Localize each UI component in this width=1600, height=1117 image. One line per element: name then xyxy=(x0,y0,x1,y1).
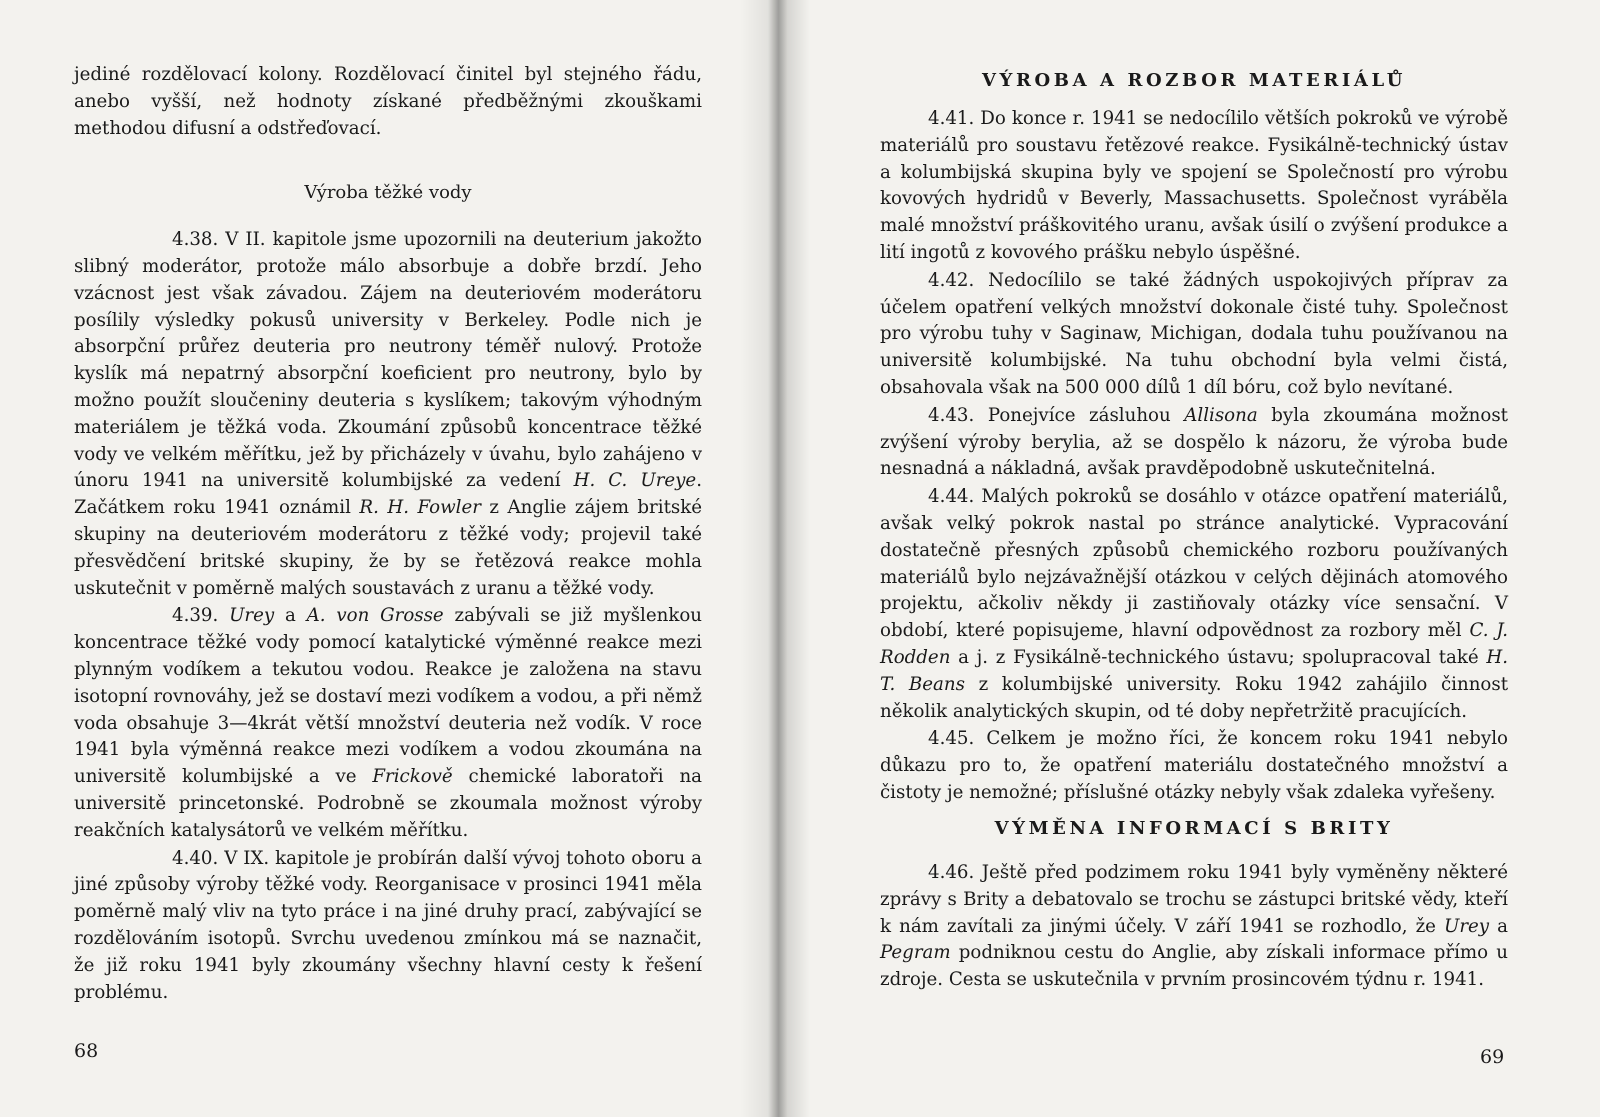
left-page xyxy=(0,0,780,1117)
italic-name: Frickově xyxy=(372,766,453,788)
text-run: 4.38. V II. kapitole jsme upozornili na deuterium jakožto slibný moderátor, protože málo absorbuje a dobře brzdí. Jeho vzácnost jest však závadou. Zájem na deuteriovém moderátoru posílily výsledky pokusů university v Berkeley. Podle nich je absorpční průřez deuteria pro neutrony téměř nulový. Protože kyslík má nepatrný absorpční koeficient pro neutrony, bylo by možno použít sloučeniny deuteria s kyslíkem; takovým výhodným materiálem je těžká voda. Zkoumání způsobů koncentrace těžké vody ve velkém měřítku, jež by přicházely v úvahu, bylo zahájeno v únoru 1941 na universitě kolumbijské za vedení xyxy=(74,229,702,492)
text-run: a j. z Fysikálně-technického ústavu; spolupracoval také xyxy=(950,646,1487,668)
paragraph xyxy=(880,403,1508,483)
paragraph xyxy=(880,860,1508,994)
text-run: z Anglie zájem britské skupiny na deuteriovém moderátoru z těžké vody; projevil také přesvědčení britské skupiny, že by se řetězová reakce mohla uskutečnit v poměrně malých soustavách z uranu a těžké vody. xyxy=(74,497,702,599)
paragraph xyxy=(880,106,1508,267)
italic-name: Allisona xyxy=(1184,404,1258,426)
text-run: zabývali se již myšlenkou koncentrace těžké vody pomocí katalytické výměnné reakce mezi plynným vodíkem a tekutou vodou. Reakce je založena na stavu isotopní rovnováhy, jež se dostaví mezi vodíkem a vodou, a při němž voda obsahuje 3—4krát větší množství deuteria než vodík. V roce 1941 byla výměnná reakce mezi vodíkem a vodou zkoumána na universitě kolumbijské a ve xyxy=(74,605,703,788)
paragraph xyxy=(880,484,1508,725)
text-run: 4.45. Celkem je možno říci, že koncem roku 1941 nebylo důkazu pro to, že opatření materiálu dostatečného množství a čistoty je nemožné; příslušné otázky nebyly však zdaleka vyřešeny. xyxy=(880,728,1508,803)
paragraph xyxy=(880,726,1508,806)
text-run: 4.43. Ponejvíce zásluhou xyxy=(928,404,1185,426)
left-page-text xyxy=(74,62,702,1006)
text-run: 4.44. Malých pokroků se dosáhlo v otázce opatření materiálů, avšak velký pokrok nastal po stránce analytické. Vypracování dostatečně přesných způsobů chemického rozboru používaných materiálů bylo nejzávažnější otázkou v celých dějinách atomového projektu, ačkoliv někdy ji zastiňovaly otázky více sensační. V období, které popisujeme, hlavní odpovědnost za rozbory měl xyxy=(880,486,1508,642)
text-run: chemické laboratoři na universitě princetonské. Podrobně se zkoumala možnost výroby reakčních katalysátorů ve velkém měřítku. xyxy=(74,766,703,841)
page-number-right: 69 xyxy=(1480,1046,1505,1068)
text-run: a xyxy=(1489,915,1509,937)
right-page-text xyxy=(880,106,1508,807)
text-run: 4.41. Do konce r. 1941 se nedocílilo větších pokroků ve výrobě materiálů pro soustavu řetězové reakce. Fysikálně-technický ústav a kolumbijská skupina byly ve spojení se Společností pro výrobu kovových hydridů v Beverly, Massachusetts. Společnost vyráběla malé množství práškovitého uranu, avšak úsilí o zvýšení produkce a lití ingotů z kovového prášku nebylo úspěšné. xyxy=(880,108,1508,263)
italic-name: Urey xyxy=(229,605,275,627)
text-run: a xyxy=(274,605,307,627)
paragraph xyxy=(74,603,702,844)
text-run: z kolumbijské university. Roku 1942 zahájilo činnost několik analytických skupin, od té doby nepřetržitě pracujících. xyxy=(880,673,1508,722)
section-heading-information-exchange: VÝMĚNA INFORMACÍ S BRITY xyxy=(994,818,1394,839)
paragraph xyxy=(880,268,1508,402)
italic-name: A. von Grosse xyxy=(306,605,444,627)
right-page-text-2 xyxy=(880,860,1508,994)
italic-name: Urey xyxy=(1444,915,1490,937)
text-run: 4.39. xyxy=(172,605,230,627)
subheading: Výroba těžké vody xyxy=(304,182,472,204)
text-run: 4.40. V IX. kapitole je probírán další vývoj tohoto oboru a jiné způsoby výroby těžké vody. Reorganisace v prosinci 1941 měla poměrně malý vliv na tyto práce i na jiné druhy prací, zabývající se rozdělováním isotopů. Svrchu uvedenou zmínkou má se naznačit, že již roku 1941 byly zkoumány všechny hlavní cesty k řešení problému. xyxy=(74,847,702,1003)
section-1-paragraphs xyxy=(880,106,1508,807)
paragraph xyxy=(74,227,702,602)
text-run: 4.42. Nedocílilo se také žádných uspokojivých příprav za účelem opatření velkých množství dokonale čisté tuhy. Společnost pro výrobu tuhy v Saginaw, Michigan, dodala tuhu používanou na universitě kolumbijské. Na tuhu obchodní byla velmi čistá, obsahovala však na 500 000 dílů 1 díl bóru, což bylo nevítané. xyxy=(880,269,1508,398)
paragraph xyxy=(74,846,702,1007)
italic-name: R. H. Fowler xyxy=(359,497,481,519)
text-run: . Začátkem roku 1941 oznámil xyxy=(74,470,702,519)
section-2-paragraphs xyxy=(880,860,1508,994)
section-heading-materials: VÝROBA A ROZBOR MATERIÁLŮ xyxy=(981,70,1407,91)
text-run: podniknou cestu do Anglie, aby získali informace přímo u zdroje. Cesta se uskutečnila v prvním prosincovém týdnu r. 1941. xyxy=(880,942,1508,991)
page-number-left: 68 xyxy=(74,1040,99,1062)
text-run: jediné rozdělovací kolony. Rozdělovací činitel byl stejného řádu, anebo vyšší, než hodnoty získané předběžnými zkouškami methodou difusní a odstřeďovací. xyxy=(74,64,702,139)
italic-name: H. C. Ureye xyxy=(573,470,697,492)
italic-name: H. T. Beans xyxy=(880,646,1508,695)
italic-name: C. J. Rodden xyxy=(880,620,1508,668)
text-run: byla zkoumána možnost zvýšení výroby berylia, až se dospělo k názoru, že výroba bude nesnadná a nákladná, avšak pravděpodobně uskutečnitelná. xyxy=(880,404,1508,480)
paragraph xyxy=(74,62,702,142)
italic-name: Pegram xyxy=(880,942,951,964)
text-run: 4.46. Ještě před podzimem roku 1941 byly vyměněny některé zprávy s Brity a debatovalo se trochu se zástupci britské vědy, kteří k nám zavítali za jinými účely. V září 1941 se rozhodlo, že xyxy=(880,862,1508,937)
left-intro-paragraphs xyxy=(74,62,702,142)
left-body-paragraphs xyxy=(74,227,702,1006)
